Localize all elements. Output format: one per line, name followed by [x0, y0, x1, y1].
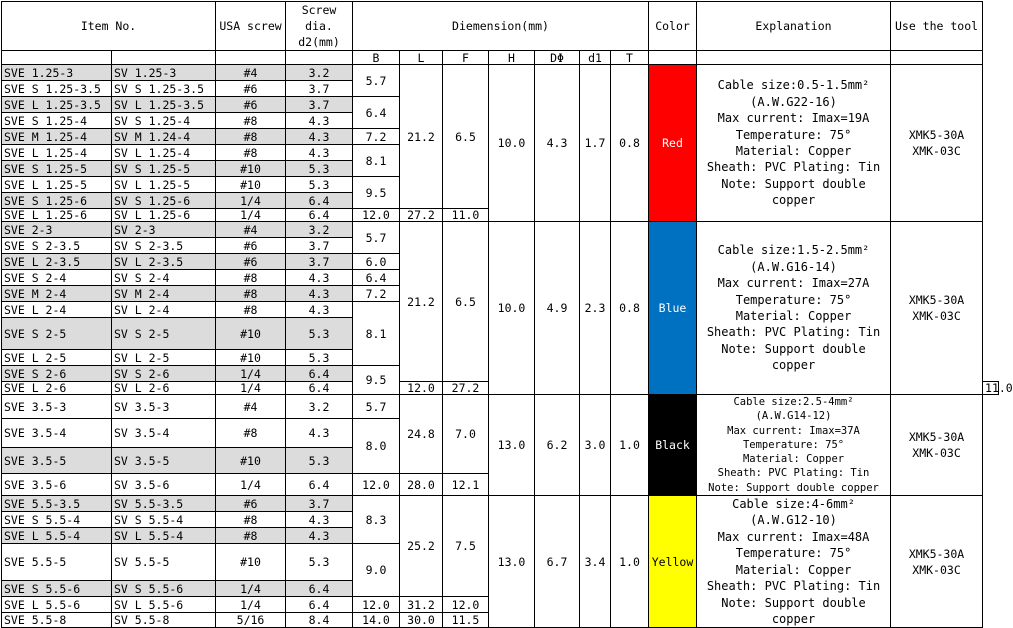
item-no-sv: SV S 2-4 — [112, 270, 216, 286]
item-no-sv: SV S 2-3.5 — [112, 238, 216, 254]
dim-d-cell: 6.7 — [535, 496, 580, 628]
screw-dia-cell: 6.4 — [286, 597, 353, 613]
explanation-line: (A.W.G14-12) — [755, 410, 832, 423]
explanation-line: Note: Support double copper — [721, 595, 866, 626]
explanation-line: Max current: Imax=37A — [727, 424, 860, 437]
usa-screw-cell: #10 — [216, 350, 286, 366]
tool-cell — [891, 395, 983, 496]
header-color: Color — [649, 2, 697, 51]
dim-t-cell: 0.8 — [611, 65, 649, 222]
dim-b-cell: 6.4 — [353, 97, 400, 129]
usa-screw-cell: 1/4 — [216, 209, 286, 222]
dim-b-cell: 9.5 — [353, 177, 400, 209]
header-sub-d: DΦ — [535, 51, 580, 65]
dim-f-cell: 11.5 — [443, 613, 489, 628]
screw-dia-cell: 4.3 — [286, 302, 353, 318]
dim-f-cell: 7.5 — [443, 496, 489, 597]
header-sub-d1: d1 — [580, 51, 611, 65]
usa-screw-cell: 1/4 — [216, 366, 286, 382]
screw-dia-cell: 4.3 — [286, 145, 353, 161]
dim-f-cell: 7.0 — [443, 395, 489, 474]
item-no-sve: SVE L 1.25-3.5 — [2, 97, 112, 113]
item-no-sve: SVE 3.5-3 — [2, 395, 112, 419]
item-no-sv: SV L 1.25-3.5 — [112, 97, 216, 113]
tool-name: XMK-03C — [912, 446, 961, 461]
usa-screw-cell: #10 — [216, 161, 286, 177]
dim-b-cell: 9.5 — [353, 366, 400, 395]
dim-t-cell: 1.0 — [611, 496, 649, 628]
item-no-sve: SVE L 2-3.5 — [2, 254, 112, 270]
item-no-sv: SV L 1.25-6 — [112, 209, 216, 222]
header-sub-l: L — [400, 51, 443, 65]
dim-f-cell: 6.5 — [443, 222, 489, 382]
usa-screw-cell: #8 — [216, 270, 286, 286]
tool-name: XMK-03C — [912, 562, 961, 577]
dim-f-cell: 11.0 — [983, 382, 999, 395]
usa-screw-cell: #4 — [216, 222, 286, 238]
dim-t-cell: 0.8 — [611, 222, 649, 395]
item-no-sv: SV L 2-3.5 — [112, 254, 216, 270]
header-screw-dia: Screw dia. d2(mm) — [286, 2, 353, 51]
header-sub-h: H — [489, 51, 535, 65]
dim-b-cell: 8.1 — [353, 302, 400, 366]
screw-dia-cell: 3.2 — [286, 65, 353, 81]
item-no-sve: SVE 5.5-3.5 — [2, 496, 112, 512]
dim-l-cell: 31.2 — [400, 597, 443, 613]
dim-f-cell: 12.0 — [443, 597, 489, 613]
dim-f-cell: 11.0 — [443, 209, 489, 222]
item-no-sv: SV S 1.25-5 — [112, 161, 216, 177]
item-no-sv: SV S 2-5 — [112, 318, 216, 350]
item-no-sve: SVE L 2-5 — [2, 350, 112, 366]
dim-b-cell: 8.3 — [353, 496, 400, 544]
dim-b-cell: 7.2 — [353, 286, 400, 302]
dim-b-cell: 5.7 — [353, 395, 400, 419]
dim-b-cell: 14.0 — [353, 613, 400, 628]
usa-screw-cell: #10 — [216, 177, 286, 193]
dim-d-cell: 4.9 — [535, 222, 580, 395]
explanation-line: Material: Copper — [735, 144, 852, 158]
tool-name: XMK5-30A — [908, 128, 965, 142]
explanation-line: Max current: Imax=27A — [717, 276, 870, 291]
usa-screw-cell: #8 — [216, 528, 286, 544]
usa-screw-cell: 1/4 — [216, 597, 286, 613]
dim-b-cell: 5.7 — [353, 65, 400, 97]
screw-dia-cell: 6.4 — [286, 382, 353, 395]
dim-b-cell: 5.7 — [353, 222, 400, 254]
item-no-sv: SV 3.5-3 — [112, 395, 216, 419]
explanation-line: (A.W.G22-16) — [750, 94, 837, 109]
explanation-cell — [697, 65, 891, 222]
screw-dia-cell: 8.4 — [286, 613, 353, 628]
dim-d-cell: 4.3 — [535, 65, 580, 222]
usa-screw-cell: #6 — [216, 81, 286, 97]
explanation-line: (A.W.G12-10) — [750, 513, 837, 528]
item-no-sv: SV L 1.25-5 — [112, 177, 216, 193]
item-no-sv: SV 3.5-6 — [112, 474, 216, 496]
item-no-sve: SVE L 5.5-6 — [2, 597, 112, 613]
screw-dia-cell: 4.3 — [286, 419, 353, 448]
usa-screw-cell: #8 — [216, 129, 286, 145]
dim-l-cell: 25.2 — [400, 496, 443, 597]
usa-screw-cell: #6 — [216, 496, 286, 512]
usa-screw-cell: #8 — [216, 145, 286, 161]
item-no-sve: SVE 3.5-6 — [2, 474, 112, 496]
explanation-line: Note: Support double copper — [721, 176, 866, 208]
screw-dia-cell: 6.4 — [286, 366, 353, 382]
explanation-line: Material: Copper — [735, 309, 852, 323]
table-row — [2, 395, 999, 419]
item-no-sve: SVE S 2-5 — [2, 318, 112, 350]
tool-name: XMK5-30A — [908, 293, 965, 307]
item-no-sv: SV S 5.5-4 — [112, 512, 216, 528]
dim-b-cell: 12.0 — [353, 597, 400, 613]
screw-dia-cell: 5.3 — [286, 161, 353, 177]
dim-b-cell: 12.0 — [353, 474, 400, 496]
item-no-sv: SV M 2-4 — [112, 286, 216, 302]
item-no-sv: SV M 1.24-4 — [112, 129, 216, 145]
screw-dia-cell: 6.4 — [286, 581, 353, 597]
terminal-spec-table — [1, 1, 1013, 628]
item-no-sve: SVE 1.25-3 — [2, 65, 112, 81]
usa-screw-cell: 1/4 — [216, 382, 286, 395]
explanation-line: Temperature: 75° — [735, 127, 852, 142]
dim-d1-cell: 3.4 — [580, 496, 611, 628]
dim-t-cell: 1.0 — [611, 395, 649, 496]
tool-cell — [891, 496, 983, 628]
dim-b-cell: 7.2 — [353, 129, 400, 145]
dim-l-cell: 27.2 — [443, 382, 489, 395]
item-no-sv: SV L 5.5-6 — [112, 597, 216, 613]
tool-name: XMK-03C — [912, 309, 961, 323]
item-no-sv: SV 3.5-4 — [112, 419, 216, 448]
header-item-no: Item No. — [2, 2, 216, 51]
usa-screw-cell: #8 — [216, 512, 286, 528]
screw-dia-cell: 5.3 — [286, 177, 353, 193]
item-no-sv: SV S 5.5-6 — [112, 581, 216, 597]
table-row — [2, 222, 999, 238]
usa-screw-cell: 1/4 — [216, 581, 286, 597]
item-no-sv: SV S 1.25-4 — [112, 113, 216, 129]
item-no-sv: SV L 2-4 — [112, 302, 216, 318]
explanation-line: Sheath: PVC Plating: Tin — [706, 579, 881, 594]
usa-screw-cell: #4 — [216, 65, 286, 81]
explanation-cell — [697, 222, 891, 395]
screw-dia-cell: 3.7 — [286, 97, 353, 113]
item-no-sve: SVE S 2-6 — [2, 366, 112, 382]
header-sub-f: F — [443, 51, 489, 65]
item-no-sve: SVE L 2-4 — [2, 302, 112, 318]
screw-dia-cell: 3.7 — [286, 81, 353, 97]
item-no-sve: SVE S 1.25-5 — [2, 161, 112, 177]
screw-dia-cell: 3.2 — [286, 222, 353, 238]
dim-b-cell: 8.1 — [353, 145, 400, 177]
item-no-sv: SV 5.5-3.5 — [112, 496, 216, 512]
explanation-line: Temperature: 75° — [735, 546, 852, 561]
usa-screw-cell: #6 — [216, 254, 286, 270]
item-no-sve: SVE 2-3 — [2, 222, 112, 238]
item-no-sv: SV 3.5-5 — [112, 448, 216, 474]
screw-dia-cell: 5.3 — [286, 350, 353, 366]
dim-d-cell: 6.2 — [535, 395, 580, 496]
explanation-line: Temperature: 75° — [735, 292, 852, 307]
screw-dia-cell: 3.2 — [286, 395, 353, 419]
usa-screw-cell: #8 — [216, 286, 286, 302]
item-no-sve: SVE S 1.25-6 — [2, 193, 112, 209]
screw-dia-cell: 4.3 — [286, 270, 353, 286]
item-no-sve: SVE L 1.25-6 — [2, 209, 112, 222]
dim-l-cell: 27.2 — [400, 209, 443, 222]
dim-b-cell: 8.0 — [353, 419, 400, 474]
explanation-line: Sheath: PVC Plating: Tin — [706, 160, 881, 175]
explanation-line: Cable size:1.5-2.5mm² — [717, 243, 870, 258]
usa-screw-cell: 5/16 — [216, 613, 286, 628]
color-cell: Blue — [649, 222, 697, 395]
item-no-sv: SV 5.5-5 — [112, 544, 216, 581]
item-no-sve: SVE 5.5-8 — [2, 613, 112, 628]
header-sub-b: B — [353, 51, 400, 65]
item-no-sv: SV L 2-5 — [112, 350, 216, 366]
item-no-sv: SV 5.5-8 — [112, 613, 216, 628]
explanation-line: Cable size:2.5-4mm² — [733, 396, 854, 408]
screw-dia-cell: 4.3 — [286, 286, 353, 302]
screw-dia-cell: 4.3 — [286, 129, 353, 145]
explanation-line: Note: Support double copper — [721, 341, 866, 373]
dim-h-cell: 10.0 — [489, 65, 535, 222]
dim-l-cell: 24.8 — [400, 395, 443, 474]
item-no-sv: SV 2-3 — [112, 222, 216, 238]
item-no-sve: SVE 3.5-4 — [2, 419, 112, 448]
dim-l-cell: 21.2 — [400, 65, 443, 209]
dim-h-cell: 13.0 — [489, 496, 535, 628]
item-no-sve: SVE L 2-6 — [2, 382, 112, 395]
dim-d1-cell: 1.7 — [580, 65, 611, 222]
color-cell: Yellow — [649, 496, 697, 628]
item-no-sv: SV S 2-6 — [112, 366, 216, 382]
usa-screw-cell: #8 — [216, 419, 286, 448]
dim-b-cell: 6.0 — [353, 254, 400, 270]
explanation-line: Sheath: PVC Plating: Tin — [706, 325, 881, 340]
dim-d1-cell: 3.0 — [580, 395, 611, 496]
explanation-line: Note: Support double copper — [708, 481, 879, 494]
item-no-sv: SV S 1.25-3.5 — [112, 81, 216, 97]
item-no-sv: SV 1.25-3 — [112, 65, 216, 81]
dim-l-cell: 21.2 — [400, 222, 443, 382]
dim-f-cell: 12.1 — [443, 474, 489, 496]
screw-dia-cell: 3.7 — [286, 496, 353, 512]
explanation-line: Sheath: PVC Plating: Tin — [717, 467, 870, 480]
screw-dia-cell: 5.3 — [286, 544, 353, 581]
tool-cell — [891, 65, 983, 222]
explanation-cell — [697, 496, 891, 628]
dim-h-cell: 13.0 — [489, 395, 535, 496]
dim-l-cell: 30.0 — [400, 613, 443, 628]
dim-b-cell: 12.0 — [353, 209, 400, 222]
screw-dia-cell: 4.3 — [286, 512, 353, 528]
explanation-line: Cable size:4-6mm² — [732, 497, 855, 512]
item-no-sv: SV L 1.25-4 — [112, 145, 216, 161]
dim-l-cell: 28.0 — [400, 474, 443, 496]
screw-dia-cell: 3.7 — [286, 254, 353, 270]
header-sub-t: T — [611, 51, 649, 65]
usa-screw-cell: #4 — [216, 395, 286, 419]
tool-name: XMK-03C — [912, 144, 961, 158]
item-no-sve: SVE M 1.25-4 — [2, 129, 112, 145]
item-no-sve: SVE L 1.25-4 — [2, 145, 112, 161]
tool-cell — [891, 222, 983, 395]
dim-b-cell: 9.0 — [353, 544, 400, 597]
explanation-line: Temperature: 75° — [742, 438, 845, 451]
screw-dia-cell: 6.4 — [286, 193, 353, 209]
item-no-sve: SVE L 1.25-5 — [2, 177, 112, 193]
dim-b-cell: 6.4 — [353, 270, 400, 286]
explanation-line: (A.W.G16-14) — [750, 259, 837, 274]
screw-dia-cell: 6.4 — [286, 474, 353, 496]
usa-screw-cell: #6 — [216, 238, 286, 254]
dim-h-cell: 10.0 — [489, 222, 535, 395]
item-no-sve: SVE S 5.5-6 — [2, 581, 112, 597]
color-cell: Black — [649, 395, 697, 496]
screw-dia-cell: 5.3 — [286, 318, 353, 350]
usa-screw-cell: #8 — [216, 302, 286, 318]
explanation-line: Cable size:0.5-1.5mm² — [717, 78, 870, 93]
explanation-line: Material: Copper — [742, 453, 845, 466]
item-no-sve: SVE S 1.25-3.5 — [2, 81, 112, 97]
item-no-sve: SVE S 5.5-4 — [2, 512, 112, 528]
explanation-cell — [697, 395, 891, 496]
usa-screw-cell: #10 — [216, 318, 286, 350]
item-no-sve: SVE 3.5-5 — [2, 448, 112, 474]
item-no-sv: SV S 1.25-6 — [112, 193, 216, 209]
header-explanation: Explanation — [697, 2, 891, 51]
screw-dia-cell: 6.4 — [286, 209, 353, 222]
tool-name: XMK5-30A — [908, 430, 965, 445]
header-dimension: Diemension(mm) — [353, 2, 649, 51]
table-row — [2, 496, 999, 512]
item-no-sve: SVE L 5.5-4 — [2, 528, 112, 544]
explanation-line: Max current: Imax=19A — [717, 111, 870, 126]
item-no-sve: SVE 5.5-5 — [2, 544, 112, 581]
item-no-sve: SVE S 2-4 — [2, 270, 112, 286]
color-cell: Red — [649, 65, 697, 222]
dim-f-cell: 6.5 — [443, 65, 489, 209]
explanation-line: Material: Copper — [735, 562, 852, 577]
usa-screw-cell: #10 — [216, 448, 286, 474]
item-no-sve: SVE M 2-4 — [2, 286, 112, 302]
screw-dia-cell: 3.7 — [286, 238, 353, 254]
screw-dia-cell: 4.3 — [286, 528, 353, 544]
usa-screw-cell: #6 — [216, 97, 286, 113]
dim-d1-cell: 2.3 — [580, 222, 611, 395]
tool-name: XMK5-30A — [908, 546, 965, 561]
usa-screw-cell: 1/4 — [216, 474, 286, 496]
usa-screw-cell: 1/4 — [216, 193, 286, 209]
item-no-sv: SV L 2-6 — [112, 382, 216, 395]
header-tool: Use the tool — [891, 2, 983, 51]
screw-dia-cell: 5.3 — [286, 448, 353, 474]
table-row — [2, 65, 999, 81]
item-no-sve: SVE S 1.25-4 — [2, 113, 112, 129]
usa-screw-cell: #8 — [216, 113, 286, 129]
item-no-sv: SV L 5.5-4 — [112, 528, 216, 544]
explanation-line: Max current: Imax=48A — [717, 529, 870, 544]
header-usa-screw: USA screw — [216, 2, 286, 51]
usa-screw-cell: #10 — [216, 544, 286, 581]
dim-b-cell: 12.0 — [400, 382, 443, 395]
item-no-sve: SVE S 2-3.5 — [2, 238, 112, 254]
screw-dia-cell: 4.3 — [286, 113, 353, 129]
